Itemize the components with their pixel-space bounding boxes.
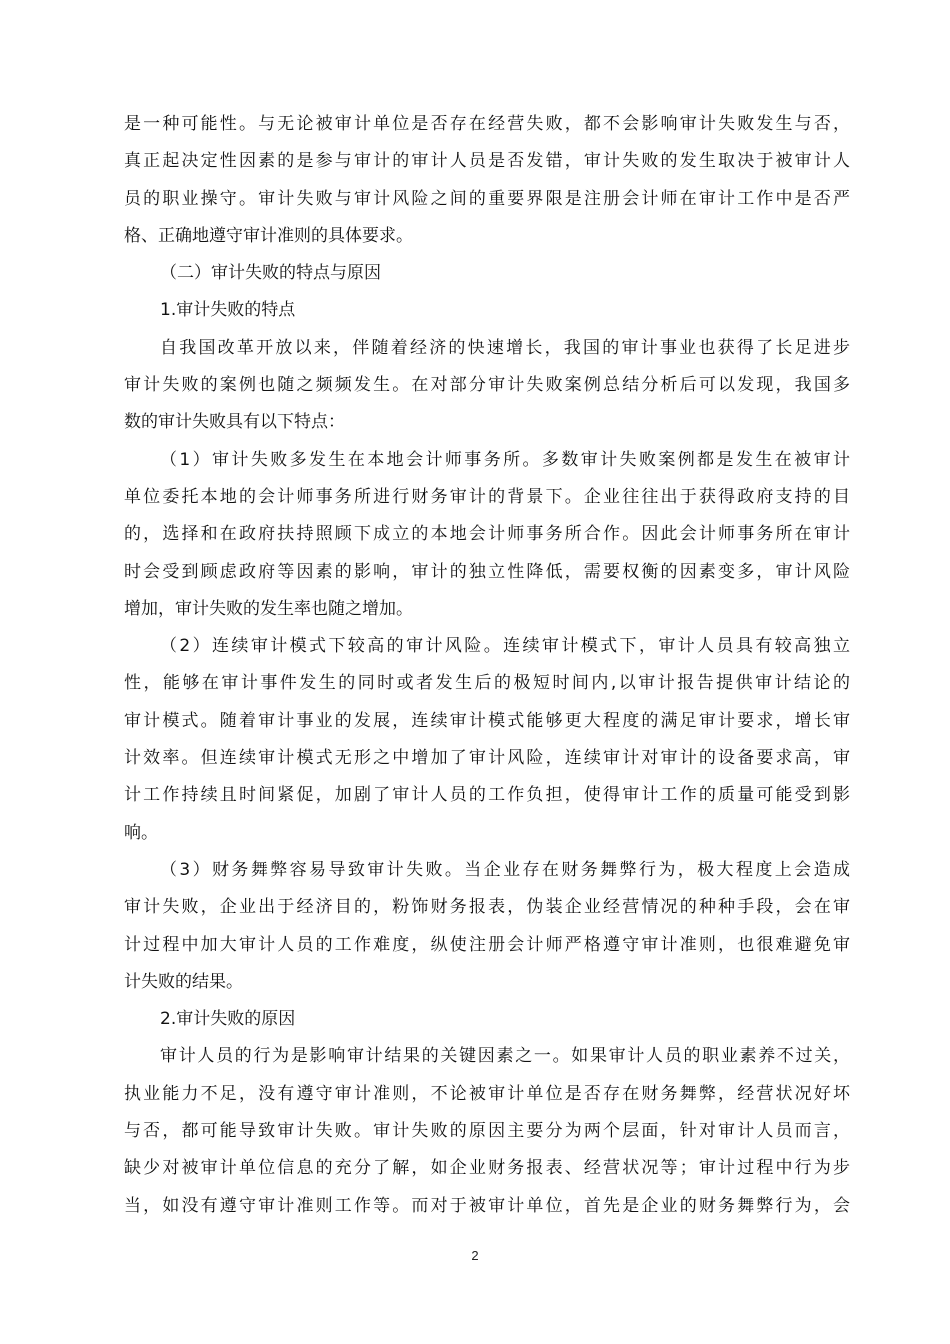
document-body xyxy=(124,106,850,1225)
text-line: 真正起决定性因素的是参与审计的审计人员是否发错，审计失败的发生取决于被审计人 xyxy=(124,151,850,172)
text-line: 是一种可能性。与无论被审计单位是否存在经营失败，都不会影响审计失败发生与否， xyxy=(124,114,850,134)
text-line: （3）财务舞弊容易导致审计失败。当企业存在财务舞弊行为，极大程度上会造成 xyxy=(160,859,850,880)
text-line: 计工作持续且时间紧促，加剧了审计人员的工作负担，使得审计工作的质量可能受到影 xyxy=(124,785,850,806)
paragraph xyxy=(124,330,850,442)
text-line: （二）审计失败的特点与原因 xyxy=(160,263,381,284)
paragraph xyxy=(124,852,850,1001)
text-line: 计效率。但连续审计模式无形之中增加了审计风险，连续审计对审计的设备要求高，审 xyxy=(124,748,850,769)
text-line: 增加，审计失败的发生率也随之增加。 xyxy=(124,598,413,619)
text-line: 格、正确地遵守审计准则的具体要求。 xyxy=(124,225,413,246)
text-line: 缺少对被审计单位信息的充分了解，如企业财务报表、经营状况等；审计过程中行为步 xyxy=(124,1158,850,1179)
paragraph xyxy=(124,628,850,852)
text-line: 数的审计失败具有以下特点： xyxy=(124,412,345,433)
section-heading xyxy=(124,255,850,292)
text-line: 单位委托本地的会计师事务所进行财务审计的背景下。企业往往出于获得政府支持的目 xyxy=(124,486,850,507)
text-line: 1.审计失败的特点 xyxy=(160,300,296,321)
text-line: 自我国改革开放以来，伴随着经济的快速增长，我国的审计事业也获得了长足进步 xyxy=(160,337,850,358)
paragraph xyxy=(124,1038,850,1224)
paragraph xyxy=(124,106,850,255)
text-line: 2.审计失败的原因 xyxy=(160,1009,296,1030)
text-line: 时会受到顾虑政府等因素的影响，审计的独立性降低，需要权衡的因素变多，审计风险 xyxy=(124,561,850,582)
text-line: 响。 xyxy=(124,822,158,843)
page-number: 2 xyxy=(471,1248,479,1263)
text-line: 员的职业操守。审计失败与审计风险之间的重要界限是注册会计师在审计工作中是否严 xyxy=(124,188,850,209)
section-heading xyxy=(124,292,850,329)
text-line: （2）连续审计模式下较高的审计风险。连续审计模式下，审计人员具有较高独立 xyxy=(160,636,850,657)
section-heading xyxy=(124,1001,850,1038)
text-line: 计失败的结果。 xyxy=(124,971,243,992)
text-line: 计过程中加大审计人员的工作难度，纵使注册会计师严格遵守审计准则，也很难避免审 xyxy=(124,934,850,955)
text-line: 审计失败，企业出于经济目的，粉饰财务报表，伪装企业经营情况的种种手段，会在审 xyxy=(124,897,850,918)
text-line: 审计失败的案例也随之频频发生。在对部分审计失败案例总结分析后可以发现，我国多 xyxy=(124,375,850,396)
text-line: 审计人员的行为是影响审计结果的关键因素之一。如果审计人员的职业素养不过关， xyxy=(160,1046,850,1067)
text-line: 当，如没有遵守审计准则工作等。而对于被审计单位，首先是企业的财务舞弊行为，会 xyxy=(124,1195,850,1216)
text-line: （1）审计失败多发生在本地会计师事务所。多数审计失败案例都是发生在被审计 xyxy=(160,449,850,470)
text-line: 与否，都可能导致审计失败。审计失败的原因主要分为两个层面，针对审计人员而言， xyxy=(124,1121,850,1142)
text-line: 审计模式。随着审计事业的发展，连续审计模式能够更大程度的满足审计要求，增长审 xyxy=(124,710,850,731)
text-line: 执业能力不足，没有遵守审计准则，不论被审计单位是否存在财务舞弊，经营状况好坏 xyxy=(124,1083,850,1104)
paragraph xyxy=(124,442,850,628)
text-line: 的，选择和在政府扶持照顾下成立的本地会计师事务所合作。因此会计师事务所在审计 xyxy=(124,524,850,545)
text-line: 性，能够在审计事件发生的同时或者发生后的极短时间内,以审计报告提供审计结论的 xyxy=(124,673,850,694)
